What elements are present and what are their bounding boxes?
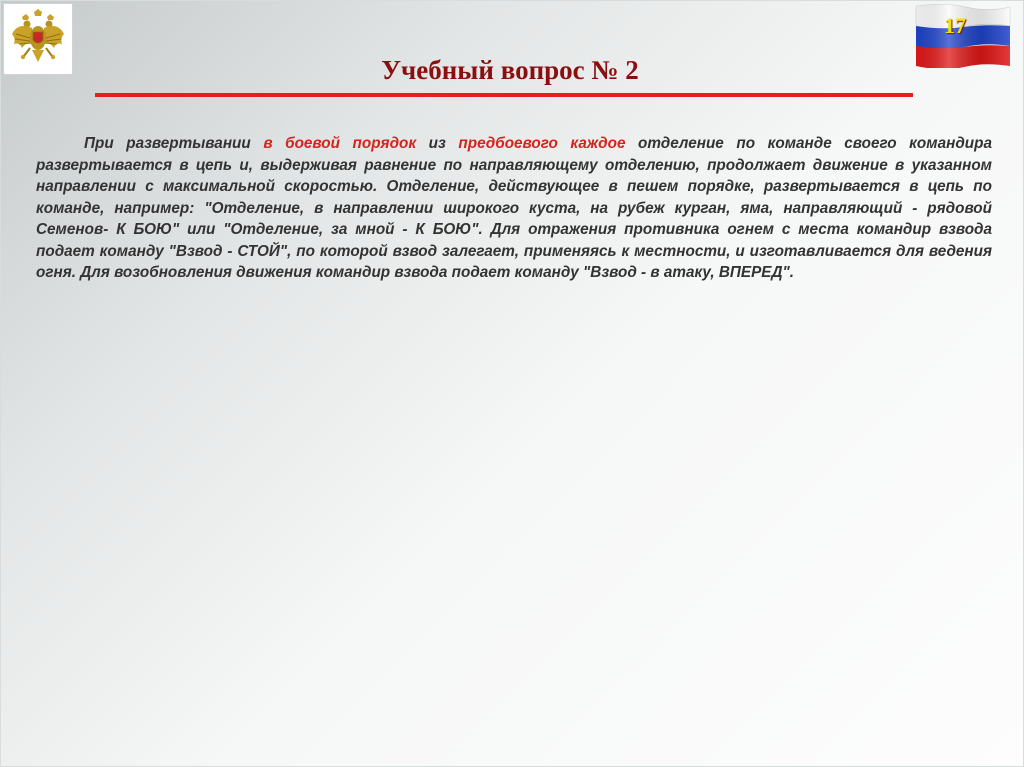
body-text: из <box>416 135 459 152</box>
title-underline <box>95 93 913 97</box>
double-headed-eagle-icon <box>10 8 66 70</box>
slide-number: 17 <box>944 13 966 38</box>
slide-title: Учебный вопрос № 2 <box>381 55 639 85</box>
body-text: отделение по команде своего командира развертывается в цепь и, выдерживая равнение по направляющему отделению, продолжает движение в указанном направлении с максимальной скоростью. Отделение, действующее в пешем порядке, развертывается в цепь по команде, например: "Отделение, в направлении широкого куста, на рубеж курган, яма, направляющий - рядовой Семенов- К БОЮ" или "Отделение, за мной - К БОЮ". Для отражения противника огнем с места командир взвода подает команду "Взвод - СТОЙ", по которой взвод залегает, применяясь к местности, и изготавливается для ведения огня. Для возобновления движения командир взвода подает команду "Взвод - в атаку, ВПЕРЕД". <box>36 135 992 281</box>
highlight-text: в боевой порядок <box>263 135 417 152</box>
highlight-text: предбоевого каждое <box>458 135 626 152</box>
body-paragraph <box>36 133 992 284</box>
emblem <box>3 3 73 75</box>
body-text: При развертывании <box>84 135 264 152</box>
